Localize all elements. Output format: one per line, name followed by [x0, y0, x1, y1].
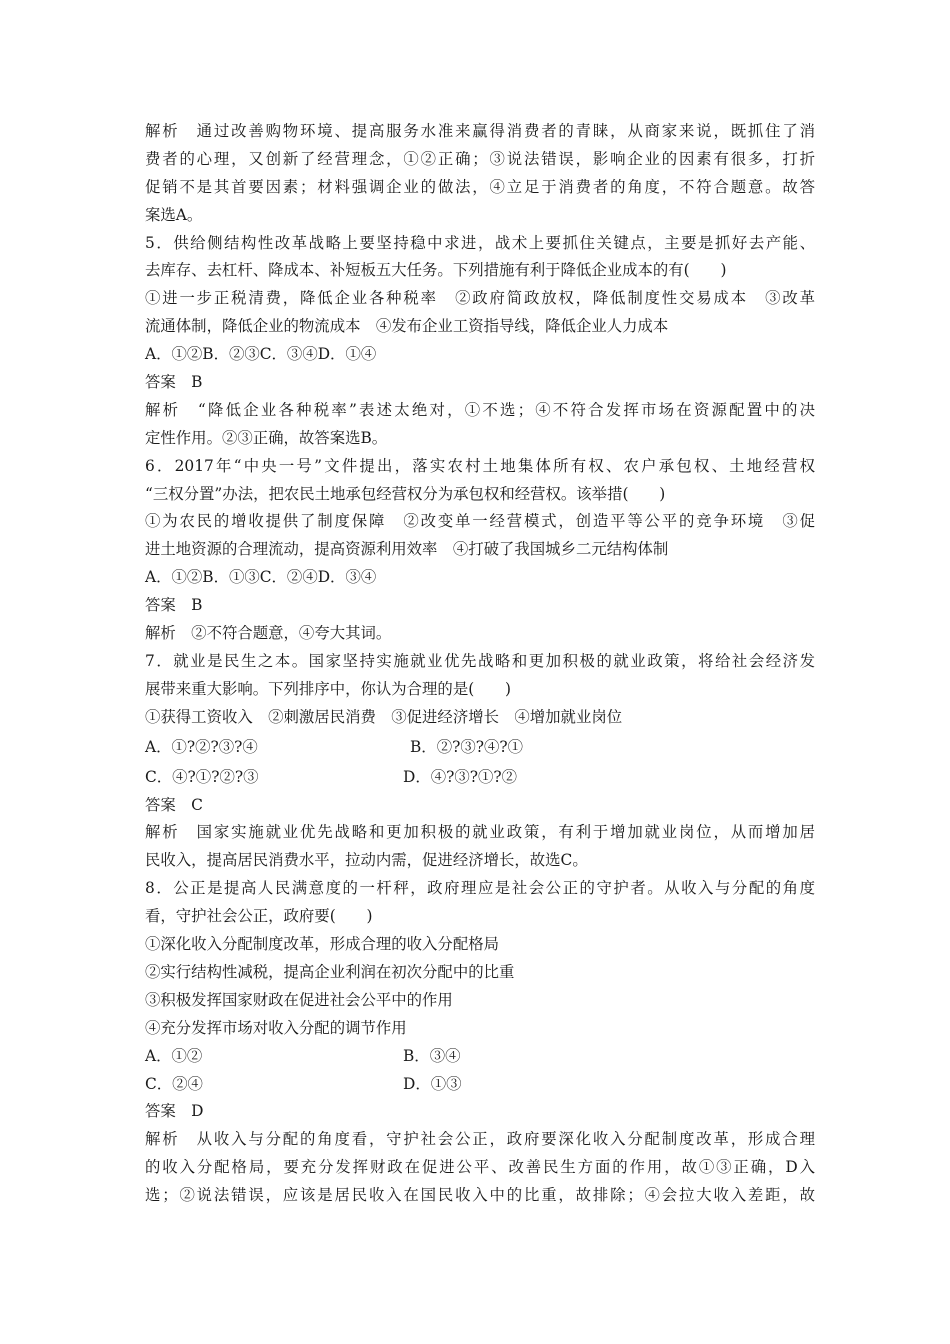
q7-option-a: A．①?②?③?④: [145, 737, 258, 756]
q4-analysis-line: 促销不是其首要因素；材料强调企业的做法，④立足于消费者的角度，不符合题意。故答: [145, 177, 815, 196]
q6-analysis-line: 解析 ②不符合题意，④夸大其词。: [145, 624, 392, 643]
q8-answer: 答案 D: [145, 1102, 204, 1121]
q7-options-row: [145, 762, 815, 792]
q8-item-line: ①深化收入分配制度改革，形成合理的收入分配格局: [145, 935, 499, 954]
q5-stem-line: 5．供给侧结构性改革战略上要坚持稳中求进，战术上要抓住关键点，主要是抓好去产能、: [145, 233, 815, 252]
q6-options: A．①②B．①③C．②④D．③④: [145, 568, 377, 587]
q5-item-line: 流通体制，降低企业的物流成本 ④发布企业工资指导线，降低企业人力成本: [145, 317, 669, 336]
q4-analysis-line: 案选A。: [145, 205, 203, 224]
q8-item-line: ②实行结构性减税，提高企业利润在初次分配中的比重: [145, 962, 515, 981]
q8-item-line: ④充分发挥市场对收入分配的调节作用: [145, 1018, 407, 1037]
q8-option-c: C．②④: [145, 1074, 203, 1093]
q4-analysis-line: 费者的心理，又创新了经营理念，①②正确；③说法错误，影响企业的因素有很多，打折: [145, 149, 815, 168]
q7-option-c: C．④?①?②?③: [145, 767, 259, 786]
q5-options: A．①②B．②③C．③④D．①④: [145, 345, 377, 364]
q6-stem-line: “三权分置”办法，把农民土地承包经营权分为承包权和经营权。该举措( ): [145, 484, 666, 503]
q8-analysis-line: 解析 从收入与分配的角度看，守护社会公正，政府要深化收入分配制度改革，形成合理: [145, 1130, 815, 1149]
q7-analysis-line: 解析 国家实施就业优先战略和更加积极的就业政策，有利于增加就业岗位，从而增加居: [145, 823, 815, 842]
q4-analysis-line: 解析 通过改善购物环境、提高服务水准来赢得消费者的青睐，从商家来说，既抓住了消: [145, 122, 815, 140]
document-page: [145, 118, 815, 1210]
q8-options-row: [145, 1071, 815, 1099]
q7-answer: 答案 C: [145, 795, 203, 814]
q6-item-line: ①为农民的增收提供了制度保障 ②改变单一经营模式，创造平等公平的竞争环境 ③促: [145, 512, 815, 531]
q7-analysis-line: 民收入，提高居民消费水平，拉动内需，促进经济增长，故选C。: [145, 851, 588, 870]
q8-option-d: D．①③: [403, 1074, 462, 1093]
q5-stem-line: 去库存、去杠杆、降成本、补短板五大任务。下列措施有利于降低企业成本的有( ): [145, 261, 727, 280]
q8-item-line: ③积极发挥国家财政在促进社会公平中的作用: [145, 990, 453, 1009]
q8-options-row: [145, 1043, 815, 1071]
q7-option-d: D．④?③?①?②: [403, 767, 518, 786]
q5-analysis-line: 定性作用。②③正确，故答案选B。: [145, 428, 388, 447]
q5-answer: 答案 B: [145, 373, 203, 392]
q7-stem-line: 展带来重大影响。下列排序中，你认为合理的是( ): [145, 679, 511, 698]
q7-options-row: [145, 732, 815, 762]
q7-option-b: B．②?③?④?①: [410, 737, 524, 756]
q7-stem-line: 7．就业是民生之本。国家坚持实施就业优先战略和更加积极的就业政策，将给社会经济发: [145, 651, 815, 670]
q7-item-line: ①获得工资收入 ②刺激居民消费 ③促进经济增长 ④增加就业岗位: [145, 707, 623, 726]
q8-option-b: B．③④: [403, 1046, 461, 1065]
q5-item-line: ①进一步正税清费，降低企业各种税率 ②政府简政放权，降低制度性交易成本 ③改革: [145, 289, 815, 308]
q8-analysis-line: 选；②说法错误，应该是居民收入在国民收入中的比重，故排除；④会拉大收入差距，故: [145, 1186, 815, 1205]
q5-analysis-line: 解析 “降低企业各种税率”表述太绝对，①不选；④不符合发挥市场在资源配置中的决: [145, 400, 815, 419]
q8-option-a: A．①②: [145, 1046, 203, 1065]
q8-stem-line: 看，守护社会公正，政府要( ): [145, 907, 373, 926]
q6-answer: 答案 B: [145, 596, 203, 615]
q6-stem-line: 6．2017年“中央一号”文件提出，落实农村土地集体所有权、农户承包权、土地经营权: [145, 456, 815, 475]
q8-stem-line: 8．公正是提高人民满意度的一杆秤，政府理应是社会公正的守护者。从收入与分配的角度: [145, 879, 815, 898]
q6-item-line: 进土地资源的合理流动，提高资源利用效率 ④打破了我国城乡二元结构体制: [145, 540, 669, 559]
q8-analysis-line: 的收入分配格局，要充分发挥财政在促进公平、改善民生方面的作用，故①③正确，D入: [145, 1158, 815, 1177]
